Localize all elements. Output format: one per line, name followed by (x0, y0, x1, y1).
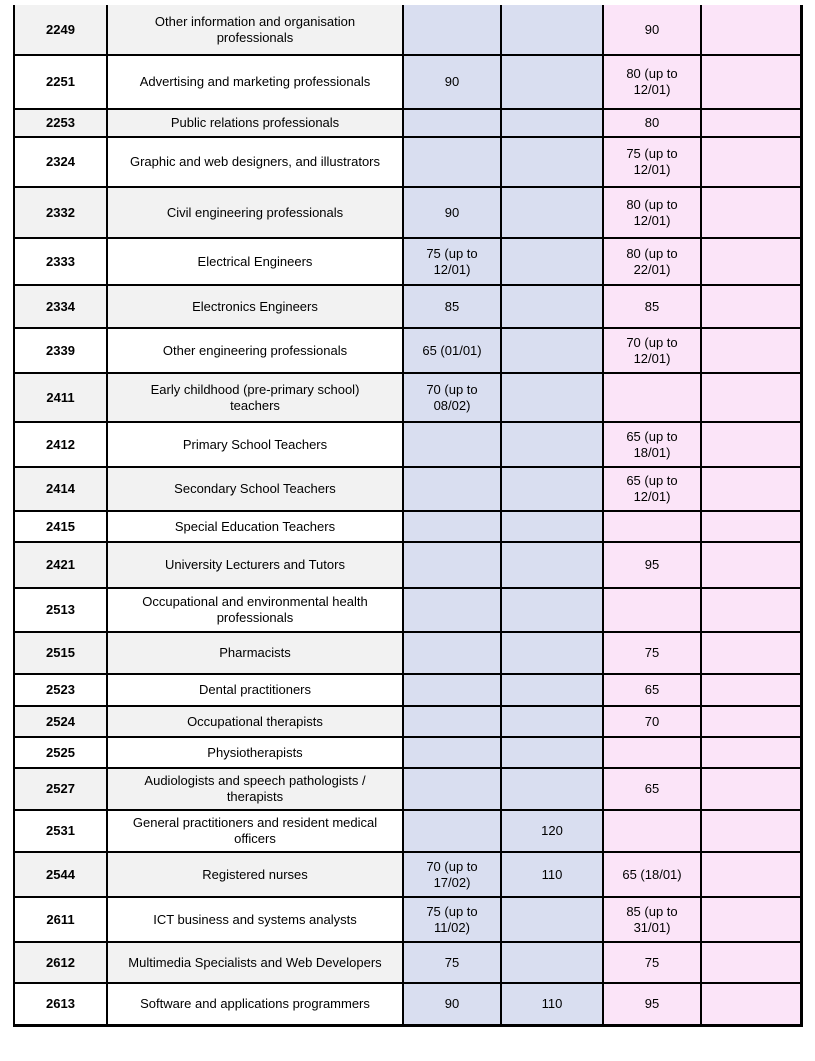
value-cell-4 (701, 187, 801, 238)
value-cell-4 (701, 109, 801, 137)
occupation-code-cell: 2415 (14, 511, 107, 542)
occupation-code-cell: 2525 (14, 737, 107, 768)
occupation-name-cell: Advertising and marketing professionals (107, 55, 403, 109)
value-cell-2 (501, 768, 603, 810)
occupation-code-cell: 2527 (14, 768, 107, 810)
occupation-name-cell: Occupational therapists (107, 706, 403, 737)
value-cell-2 (501, 285, 603, 328)
value-cell-3: 65 (18/01) (603, 852, 701, 897)
occupation-name-cell: ICT business and systems analysts (107, 897, 403, 942)
value-cell-3: 65 (up to 18/01) (603, 422, 701, 467)
value-cell-3 (603, 588, 701, 632)
table-row (14, 737, 801, 768)
value-cell-4 (701, 55, 801, 109)
occupation-code-cell: 2544 (14, 852, 107, 897)
value-cell-2 (501, 137, 603, 187)
occupation-name-cell: Public relations professionals (107, 109, 403, 137)
value-cell-1 (403, 632, 501, 674)
table-row (14, 810, 801, 852)
table-row (14, 588, 801, 632)
value-cell-1 (403, 542, 501, 588)
table-row (14, 5, 801, 55)
occupation-name-cell: Other information and organisation professionals (107, 5, 403, 55)
value-cell-4 (701, 706, 801, 737)
table-row (14, 768, 801, 810)
occupation-name-cell: General practitioners and resident medical officers (107, 810, 403, 852)
occupation-name-cell: Pharmacists (107, 632, 403, 674)
value-cell-2: 110 (501, 852, 603, 897)
value-cell-4 (701, 810, 801, 852)
table-row (14, 187, 801, 238)
value-cell-3: 65 (up to 12/01) (603, 467, 701, 511)
value-cell-1 (403, 706, 501, 737)
value-cell-3: 90 (603, 5, 701, 55)
table-body (14, 5, 801, 1025)
value-cell-1: 75 (up to 12/01) (403, 238, 501, 285)
occupation-name-cell: Registered nurses (107, 852, 403, 897)
value-cell-4 (701, 737, 801, 768)
value-cell-2 (501, 632, 603, 674)
value-cell-4 (701, 467, 801, 511)
value-cell-1 (403, 810, 501, 852)
value-cell-1 (403, 674, 501, 706)
value-cell-2 (501, 5, 603, 55)
occupation-name-cell: Graphic and web designers, and illustrators (107, 137, 403, 187)
occupation-code-cell: 2421 (14, 542, 107, 588)
value-cell-2 (501, 897, 603, 942)
value-cell-1: 70 (up to 17/02) (403, 852, 501, 897)
table-row (14, 238, 801, 285)
table-row (14, 983, 801, 1025)
occupation-code-cell: 2531 (14, 810, 107, 852)
table-row (14, 55, 801, 109)
value-cell-2 (501, 328, 603, 373)
value-cell-4 (701, 511, 801, 542)
value-cell-2 (501, 422, 603, 467)
occupation-code-cell: 2253 (14, 109, 107, 137)
occupation-code-cell: 2332 (14, 187, 107, 238)
value-cell-4 (701, 768, 801, 810)
value-cell-3 (603, 810, 701, 852)
occupation-code-cell: 2339 (14, 328, 107, 373)
value-cell-3: 80 (603, 109, 701, 137)
value-cell-2: 120 (501, 810, 603, 852)
value-cell-3: 75 (603, 632, 701, 674)
value-cell-3: 95 (603, 983, 701, 1025)
occupation-code-cell: 2414 (14, 467, 107, 511)
occupation-name-cell: Multimedia Specialists and Web Developers (107, 942, 403, 983)
value-cell-4 (701, 422, 801, 467)
value-cell-3: 70 (603, 706, 701, 737)
occupation-code-cell: 2249 (14, 5, 107, 55)
value-cell-3: 85 (up to 31/01) (603, 897, 701, 942)
value-cell-1: 75 (up to 11/02) (403, 897, 501, 942)
table-row (14, 137, 801, 187)
value-cell-4 (701, 942, 801, 983)
value-cell-3: 65 (603, 674, 701, 706)
occupation-code-cell: 2613 (14, 983, 107, 1025)
value-cell-1 (403, 5, 501, 55)
value-cell-4 (701, 674, 801, 706)
occupation-code-cell: 2333 (14, 238, 107, 285)
occupation-name-cell: Other engineering professionals (107, 328, 403, 373)
value-cell-3: 65 (603, 768, 701, 810)
occupation-name-cell: Electrical Engineers (107, 238, 403, 285)
value-cell-4 (701, 588, 801, 632)
value-cell-2 (501, 511, 603, 542)
occupation-code-cell: 2412 (14, 422, 107, 467)
occupation-name-cell: Primary School Teachers (107, 422, 403, 467)
value-cell-4 (701, 983, 801, 1025)
value-cell-1 (403, 137, 501, 187)
table-row (14, 852, 801, 897)
occupation-name-cell: Civil engineering professionals (107, 187, 403, 238)
value-cell-3: 80 (up to 22/01) (603, 238, 701, 285)
occupation-code-cell: 2513 (14, 588, 107, 632)
table-row (14, 511, 801, 542)
value-cell-4 (701, 852, 801, 897)
value-cell-1 (403, 588, 501, 632)
table-row (14, 422, 801, 467)
value-cell-2 (501, 467, 603, 511)
occupation-code-cell: 2515 (14, 632, 107, 674)
value-cell-1: 70 (up to 08/02) (403, 373, 501, 422)
table-row (14, 897, 801, 942)
occupation-points-table (13, 5, 803, 1027)
occupation-code-cell: 2334 (14, 285, 107, 328)
value-cell-2 (501, 373, 603, 422)
value-cell-2 (501, 187, 603, 238)
occupation-code-cell: 2611 (14, 897, 107, 942)
occupation-name-cell: Early childhood (pre-primary school) teachers (107, 373, 403, 422)
value-cell-3: 80 (up to 12/01) (603, 55, 701, 109)
value-cell-3 (603, 373, 701, 422)
occupation-code-cell: 2411 (14, 373, 107, 422)
value-cell-3: 95 (603, 542, 701, 588)
table-row (14, 373, 801, 422)
value-cell-1 (403, 422, 501, 467)
value-cell-1: 65 (01/01) (403, 328, 501, 373)
value-cell-4 (701, 285, 801, 328)
value-cell-1 (403, 109, 501, 137)
value-cell-2 (501, 238, 603, 285)
value-cell-4 (701, 137, 801, 187)
occupation-code-cell: 2524 (14, 706, 107, 737)
value-cell-4 (701, 5, 801, 55)
table-row (14, 285, 801, 328)
value-cell-4 (701, 238, 801, 285)
occupation-code-cell: 2523 (14, 674, 107, 706)
value-cell-4 (701, 897, 801, 942)
table-row (14, 632, 801, 674)
occupation-name-cell: Secondary School Teachers (107, 467, 403, 511)
value-cell-3: 85 (603, 285, 701, 328)
value-cell-3: 80 (up to 12/01) (603, 187, 701, 238)
value-cell-1: 90 (403, 983, 501, 1025)
occupation-code-cell: 2324 (14, 137, 107, 187)
value-cell-1 (403, 467, 501, 511)
value-cell-3: 70 (up to 12/01) (603, 328, 701, 373)
value-cell-1: 90 (403, 55, 501, 109)
table-row (14, 942, 801, 983)
occupation-name-cell: Physiotherapists (107, 737, 403, 768)
table-row (14, 467, 801, 511)
table-row (14, 542, 801, 588)
value-cell-1: 85 (403, 285, 501, 328)
occupation-name-cell: Special Education Teachers (107, 511, 403, 542)
value-cell-2 (501, 542, 603, 588)
value-cell-1: 75 (403, 942, 501, 983)
value-cell-1 (403, 737, 501, 768)
value-cell-2 (501, 706, 603, 737)
occupation-code-cell: 2251 (14, 55, 107, 109)
table-row (14, 328, 801, 373)
occupation-code-cell: 2612 (14, 942, 107, 983)
occupation-name-cell: Occupational and environmental health professionals (107, 588, 403, 632)
value-cell-1 (403, 511, 501, 542)
value-cell-2 (501, 109, 603, 137)
value-cell-4 (701, 632, 801, 674)
value-cell-2 (501, 737, 603, 768)
value-cell-4 (701, 542, 801, 588)
value-cell-4 (701, 328, 801, 373)
table-row (14, 674, 801, 706)
occupation-name-cell: University Lecturers and Tutors (107, 542, 403, 588)
table-row (14, 706, 801, 737)
value-cell-2 (501, 674, 603, 706)
occupation-name-cell: Audiologists and speech pathologists / therapists (107, 768, 403, 810)
table-row (14, 109, 801, 137)
value-cell-1: 90 (403, 187, 501, 238)
value-cell-3: 75 (603, 942, 701, 983)
occupation-name-cell: Dental practitioners (107, 674, 403, 706)
value-cell-1 (403, 768, 501, 810)
value-cell-4 (701, 373, 801, 422)
value-cell-3 (603, 511, 701, 542)
value-cell-2 (501, 942, 603, 983)
value-cell-3 (603, 737, 701, 768)
occupation-name-cell: Software and applications programmers (107, 983, 403, 1025)
value-cell-2 (501, 55, 603, 109)
value-cell-3: 75 (up to 12/01) (603, 137, 701, 187)
occupation-name-cell: Electronics Engineers (107, 285, 403, 328)
value-cell-2 (501, 588, 603, 632)
value-cell-2: 110 (501, 983, 603, 1025)
